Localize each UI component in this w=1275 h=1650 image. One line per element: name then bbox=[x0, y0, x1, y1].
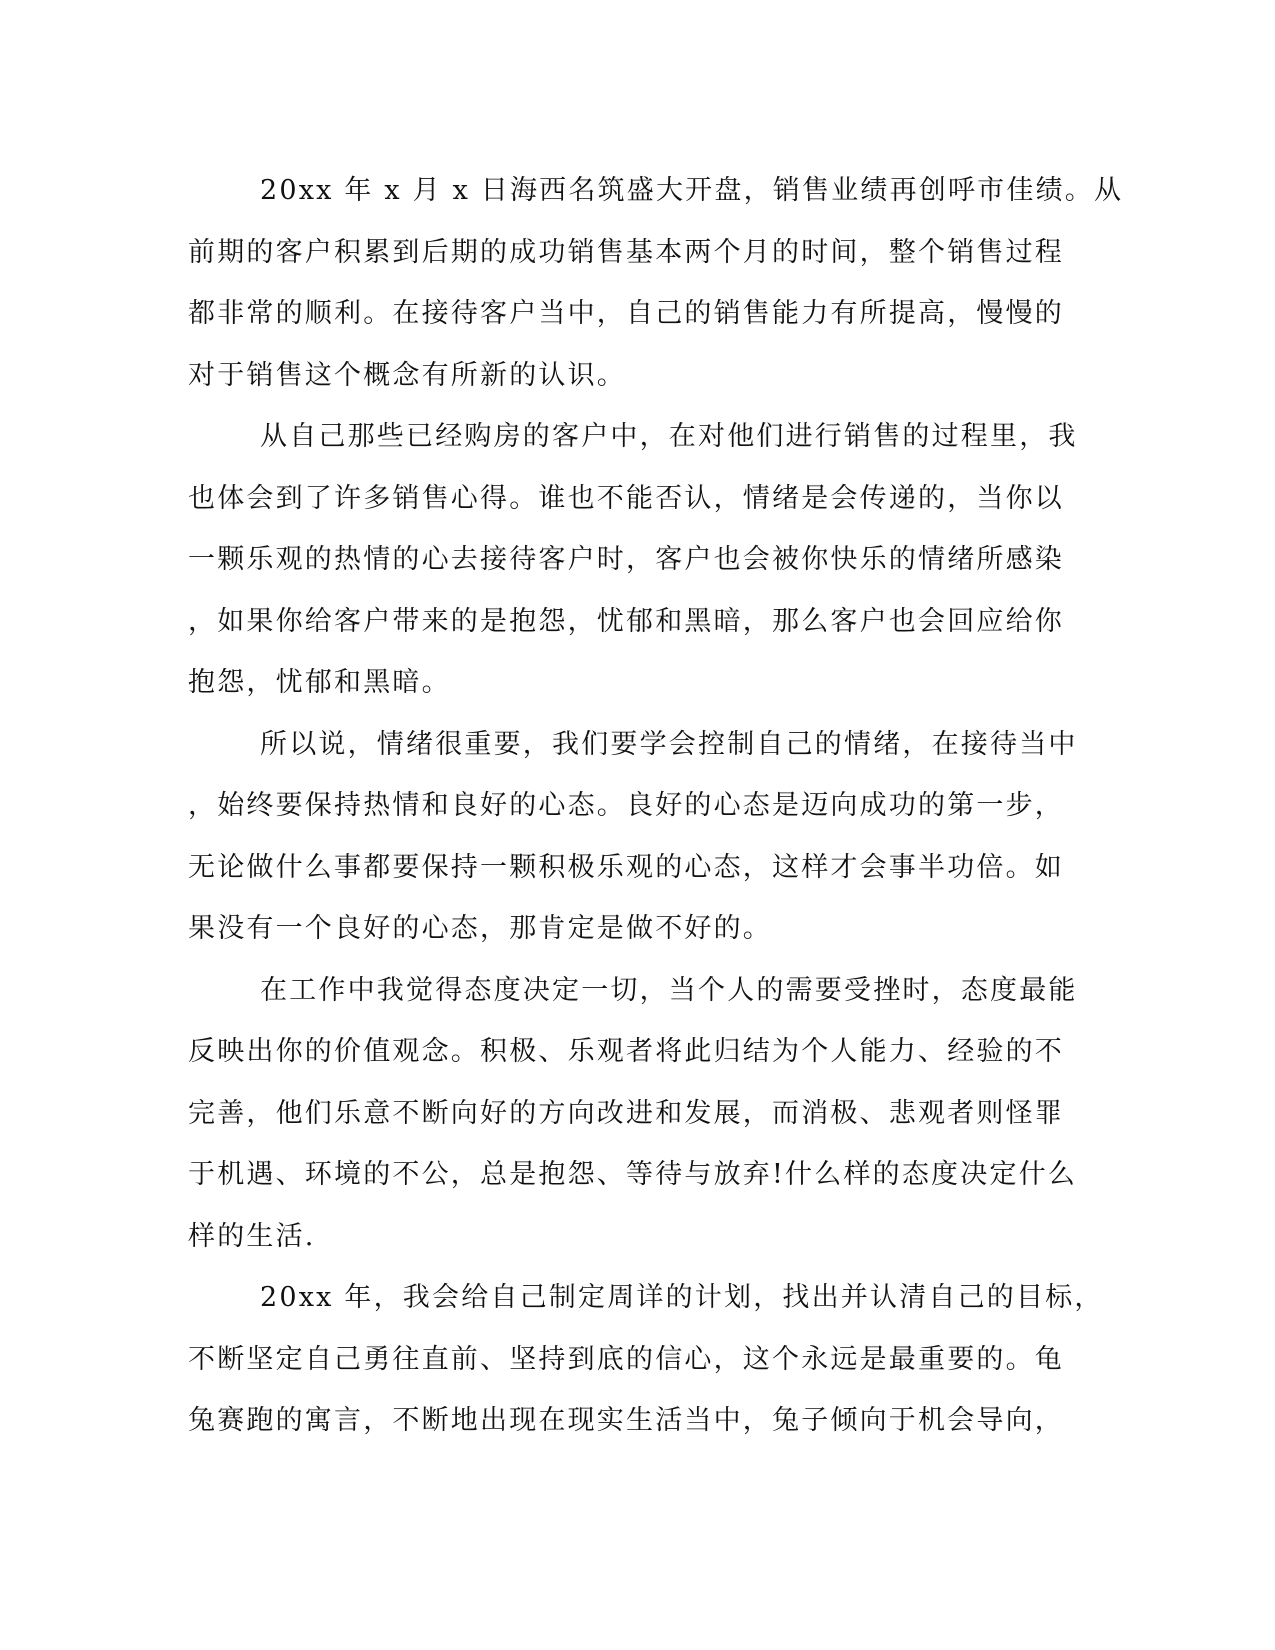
text-line: 从自己那些已经购房的客户中，在对他们进行销售的过程里，我 bbox=[260, 421, 1078, 452]
text-line: 反映出你的价值观念。积极、乐观者将此归结为个人能力、经验的不 bbox=[188, 1036, 1064, 1067]
text-line: 果没有一个良好的心态，那肯定是做不好的。 bbox=[188, 913, 772, 944]
text-line: ，始终要保持热情和良好的心态。良好的心态是迈向成功的第一步， bbox=[188, 790, 1064, 821]
text-line: 前期的客户积累到后期的成功销售基本两个月的时间，整个销售过程 bbox=[188, 236, 1064, 268]
text-line: 对于销售这个概念有所新的认识。 bbox=[188, 359, 626, 391]
text-line: 也体会到了许多销售心得。谁也不能否认，情绪是会传递的，当你以 bbox=[188, 482, 1064, 514]
text-line: 都非常的顺利。在接待客户当中，自己的销售能力有所提高，慢慢的 bbox=[188, 298, 1064, 329]
text-line: 完善，他们乐意不断向好的方向改进和发展，而消极、悲观者则怪罪 bbox=[188, 1097, 1064, 1129]
text-line: 在工作中我觉得态度决定一切，当个人的需要受挫时，态度最能 bbox=[260, 974, 1078, 1006]
text-line: 一颗乐观的热情的心去接待客户时，客户也会被你快乐的情绪所感染 bbox=[188, 544, 1064, 575]
text-line: 不断坚定自己勇往直前、坚持到底的信心，这个永远是最重要的。龟 bbox=[188, 1343, 1064, 1375]
text-line: 20xx 年 x 月 x 日海西名筑盛大开盘，销售业绩再创呼市佳绩。从 bbox=[260, 175, 1124, 206]
text-line: 所以说，情绪很重要，我们要学会控制自己的情绪，在接待当中 bbox=[260, 728, 1078, 760]
text-line: 于机遇、环境的不公，总是抱怨、等待与放弃!什么样的态度决定什么 bbox=[188, 1159, 1078, 1190]
text-line: 20xx 年，我会给自己制定周详的计划，找出并认清自己的目标， bbox=[260, 1282, 1104, 1313]
text-line: 抱怨，忧郁和黑暗。 bbox=[188, 667, 451, 698]
document-body bbox=[188, 160, 1124, 1452]
text-line: ，如果你给客户带来的是抱怨，忧郁和黑暗，那么客户也会回应给你 bbox=[188, 605, 1064, 637]
text-line: 兔赛跑的寓言，不断地出现在现实生活当中，兔子倾向于机会导向， bbox=[188, 1405, 1064, 1436]
text-line: 无论做什么事都要保持一颗积极乐观的心态，这样才会事半功倍。如 bbox=[188, 851, 1064, 883]
text-line: 样的生活. bbox=[188, 1220, 316, 1252]
